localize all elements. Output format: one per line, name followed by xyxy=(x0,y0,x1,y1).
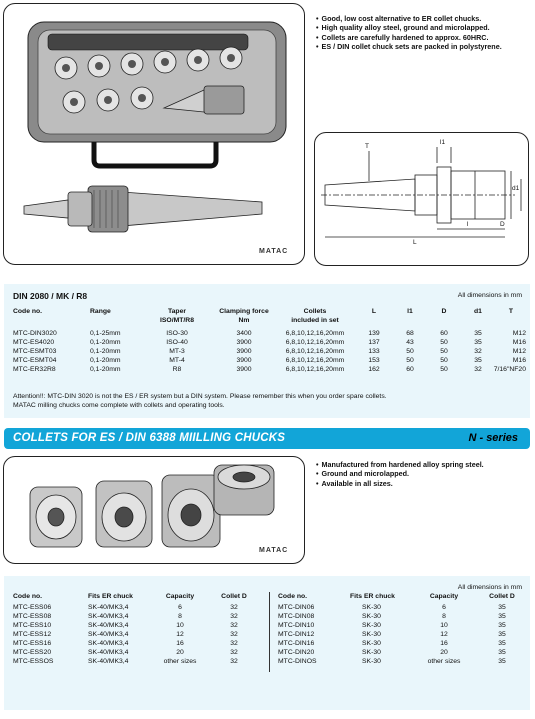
feature-item: • Available in all sizes. xyxy=(316,479,484,488)
cell-fits: SK-40/MK3,4 xyxy=(88,622,129,629)
chuck-table xyxy=(4,307,530,387)
cell-capacity: other sizes xyxy=(427,658,461,665)
cell-range: 0,1-20mm xyxy=(90,348,121,355)
chuck-table-panel xyxy=(4,284,530,418)
cell-d1: 32 xyxy=(474,366,482,373)
cell-capacity: 12 xyxy=(440,631,448,638)
cell-range: 0,1-20mm xyxy=(90,357,121,364)
col-header: Code no. xyxy=(13,308,43,315)
column-divider xyxy=(269,592,270,672)
col-header: Collet D xyxy=(221,593,247,600)
col-header: Range xyxy=(90,308,111,315)
cell-d1: 35 xyxy=(474,357,482,364)
dimensions-note: All dimensions in mm xyxy=(457,292,522,299)
collets-photo xyxy=(3,456,305,564)
collet-table-panel xyxy=(4,576,530,710)
label-l: l xyxy=(467,221,469,228)
cell-l1: 43 xyxy=(406,339,414,346)
cell-code: MTC-DINOS xyxy=(278,658,317,665)
collet-table-right xyxy=(274,592,530,692)
col-header: Collet D xyxy=(489,593,515,600)
cell-collet-d: 32 xyxy=(230,622,238,629)
cell-l1: 50 xyxy=(406,348,414,355)
cell-range: 0,1-25mm xyxy=(90,330,121,337)
cell-collet-d: 35 xyxy=(498,640,506,647)
cell-l1: 60 xyxy=(406,366,414,373)
cell-collet-d: 35 xyxy=(498,658,506,665)
col-header: ISO/MT/R8 xyxy=(160,317,194,324)
cell-code: MTC-DIN10 xyxy=(278,622,315,629)
attention-note: Attention!!: MTC-DIN 3020 is not the ES / ER system but a DIN system. Please remember this when you order spare collets. xyxy=(13,393,387,400)
dimension-drawing xyxy=(315,133,529,266)
col-header: T xyxy=(508,308,514,315)
cell-D: 50 xyxy=(440,366,448,373)
cell-taper: R8 xyxy=(172,366,182,373)
feature-item: • Ground and microlapped. xyxy=(316,469,484,478)
cell-collet-d: 35 xyxy=(498,649,506,656)
feature-item: • High quality alloy steel, ground and microlapped. xyxy=(316,23,502,32)
cell-fits: SK-30 xyxy=(362,631,381,638)
cell-code: MTC-ESS12 xyxy=(13,631,52,638)
cell-code: MTC-ESS06 xyxy=(13,604,52,611)
cell-T: M16 xyxy=(512,357,526,364)
cell-collet-d: 32 xyxy=(230,613,238,620)
cell-code: MTC-DIN3020 xyxy=(13,330,57,337)
cell-capacity: other sizes xyxy=(163,658,197,665)
label-d1: d1 xyxy=(512,185,520,192)
cell-code: MTC-ESSOS xyxy=(13,658,54,665)
cell-collet-d: 35 xyxy=(498,613,506,620)
cell-T: M12 xyxy=(512,348,526,355)
label-l1: l1 xyxy=(440,139,446,146)
cell-D: 50 xyxy=(440,357,448,364)
cell-collets: 6,8,10,12,16,20mm xyxy=(285,348,345,355)
cell-l1: 50 xyxy=(406,357,414,364)
cell-code: MTC-ESS10 xyxy=(13,622,52,629)
cell-capacity: 20 xyxy=(176,649,184,656)
cell-D: 50 xyxy=(440,348,448,355)
cell-force: 3900 xyxy=(236,339,252,346)
cell-collet-d: 32 xyxy=(230,640,238,647)
cell-collets: 6,8,10,12,16,20mm xyxy=(285,339,345,346)
cell-force: 3400 xyxy=(236,330,252,337)
cell-range: 0,1-20mm xyxy=(90,339,121,346)
section-title: DIN 2080 / MK / R8 xyxy=(13,291,88,301)
col-header: Code no. xyxy=(278,593,308,600)
cell-capacity: 8 xyxy=(442,613,446,620)
cell-d1: 32 xyxy=(474,348,482,355)
col-header: Code no. xyxy=(13,593,43,600)
cell-capacity: 6 xyxy=(178,604,182,611)
label-D: D xyxy=(500,221,505,228)
cell-code: MTC-ESS16 xyxy=(13,640,52,647)
technical-drawing xyxy=(314,132,529,266)
cell-taper: ISO-40 xyxy=(166,339,188,346)
cell-capacity: 20 xyxy=(440,649,448,656)
cell-force: 3900 xyxy=(236,348,252,355)
cell-fits: SK-40/MK3,4 xyxy=(88,631,129,638)
cell-collet-d: 32 xyxy=(230,649,238,656)
cell-d1: 35 xyxy=(474,330,482,337)
cell-T: 7/16"NF20 xyxy=(493,366,526,373)
cell-code: MTC-DIN12 xyxy=(278,631,315,638)
col-header: Capacity xyxy=(165,593,195,600)
cell-D: 60 xyxy=(440,330,448,337)
col-header: Collets xyxy=(303,308,327,315)
cell-capacity: 6 xyxy=(442,604,446,611)
collets-banner xyxy=(4,428,530,449)
cell-L: 137 xyxy=(368,339,380,346)
cell-collets: 6,8,10,12,16,20mm xyxy=(285,330,345,337)
cell-fits: SK-40/MK3,4 xyxy=(88,640,129,647)
cell-fits: SK-30 xyxy=(362,622,381,629)
cell-T: M12 xyxy=(512,330,526,337)
cell-code: MTC-ESMT03 xyxy=(13,348,57,355)
cell-code: MTC-DIN16 xyxy=(278,640,315,647)
col-header: Taper xyxy=(167,308,186,315)
feature-item: • Good, low cost alternative to ER collet chucks. xyxy=(316,14,502,23)
feature-item: • ES / DIN collet chuck sets are packed in polystyrene. xyxy=(316,42,502,51)
brand-logo: MATAC xyxy=(259,248,289,255)
col-header: D xyxy=(441,308,447,315)
cell-code: MTC-DIN06 xyxy=(278,604,315,611)
banner-title: COLLETS FOR ES / DIN 6388 MIILLING CHUCKS xyxy=(13,432,286,444)
cell-collet-d: 35 xyxy=(498,631,506,638)
cell-collets: 6,8,10,12,16,20mm xyxy=(285,357,345,364)
cell-l1: 68 xyxy=(406,330,414,337)
brand-logo: MATAC xyxy=(259,547,289,554)
cell-collet-d: 32 xyxy=(230,604,238,611)
cell-code: MTC-DIN08 xyxy=(278,613,315,620)
cell-collet-d: 35 xyxy=(498,622,506,629)
cell-code: MTC-ESS20 xyxy=(13,649,52,656)
cell-fits: SK-30 xyxy=(362,658,381,665)
cell-L: 162 xyxy=(368,366,380,373)
col-header: Clamping force xyxy=(219,308,269,315)
feature-item: • Manufactured from hardened alloy spring steel. xyxy=(316,460,484,469)
cell-code: MTC-ES4020 xyxy=(13,339,55,346)
cell-L: 133 xyxy=(368,348,380,355)
cell-T: M16 xyxy=(512,339,526,346)
cell-collet-d: 35 xyxy=(498,604,506,611)
cell-taper: MT-3 xyxy=(169,348,185,355)
cell-collets: 6,8,10,12,16,20mm xyxy=(285,366,345,373)
cell-collet-d: 32 xyxy=(230,631,238,638)
cell-fits: SK-30 xyxy=(362,649,381,656)
cell-fits: SK-30 xyxy=(362,613,381,620)
cell-code: MTC-ESS08 xyxy=(13,613,52,620)
cell-D: 50 xyxy=(440,339,448,346)
cell-capacity: 16 xyxy=(176,640,184,647)
cell-capacity: 10 xyxy=(440,622,448,629)
col-header: Fits ER chuck xyxy=(350,593,395,600)
cell-collet-d: 32 xyxy=(230,658,238,665)
cell-fits: SK-40/MK3,4 xyxy=(88,613,129,620)
col-header: included in set xyxy=(291,317,339,324)
cell-range: 0,1-20mm xyxy=(90,366,121,373)
cell-L: 153 xyxy=(368,357,380,364)
cell-capacity: 12 xyxy=(176,631,184,638)
cell-capacity: 10 xyxy=(176,622,184,629)
cell-fits: SK-30 xyxy=(362,604,381,611)
col-header: Capacity xyxy=(429,593,459,600)
chuck-set-photo xyxy=(3,3,305,265)
collet-table-left xyxy=(4,592,267,692)
dimensions-note: All dimensions in mm xyxy=(457,584,522,591)
label-L: L xyxy=(413,239,417,246)
cell-fits: SK-40/MK3,4 xyxy=(88,649,129,656)
col-header: Fits ER chuck xyxy=(88,593,133,600)
cell-d1: 35 xyxy=(474,339,482,346)
cell-fits: SK-40/MK3,4 xyxy=(88,658,129,665)
cell-force: 3900 xyxy=(236,357,252,364)
feature-list xyxy=(316,14,502,52)
col-header: L xyxy=(371,308,377,315)
cell-code: MTC-DIN20 xyxy=(278,649,315,656)
cell-code: MTC-ER32R8 xyxy=(13,366,56,373)
cell-capacity: 16 xyxy=(440,640,448,647)
cell-fits: SK-40/MK3,4 xyxy=(88,604,129,611)
banner-series: N - series xyxy=(468,432,518,444)
included-note: MATAC milling chucks come complete with collets and operating tools. xyxy=(13,402,225,409)
chuck-set-illustration xyxy=(4,4,305,265)
cell-fits: SK-30 xyxy=(362,640,381,647)
label-T: T xyxy=(365,143,369,150)
col-header: l1 xyxy=(407,308,413,315)
cell-code: MTC-ESMT04 xyxy=(13,357,57,364)
col-header: Nm xyxy=(238,317,250,324)
col-header: d1 xyxy=(474,308,482,315)
feature-item: • Collets are carefully hardened to approx. 60HRC. xyxy=(316,33,502,42)
cell-taper: ISO-30 xyxy=(166,330,188,337)
cell-taper: MT-4 xyxy=(169,357,185,364)
collet-feature-list xyxy=(316,460,484,488)
cell-L: 139 xyxy=(368,330,380,337)
cell-force: 3900 xyxy=(236,366,252,373)
cell-capacity: 8 xyxy=(178,613,182,620)
